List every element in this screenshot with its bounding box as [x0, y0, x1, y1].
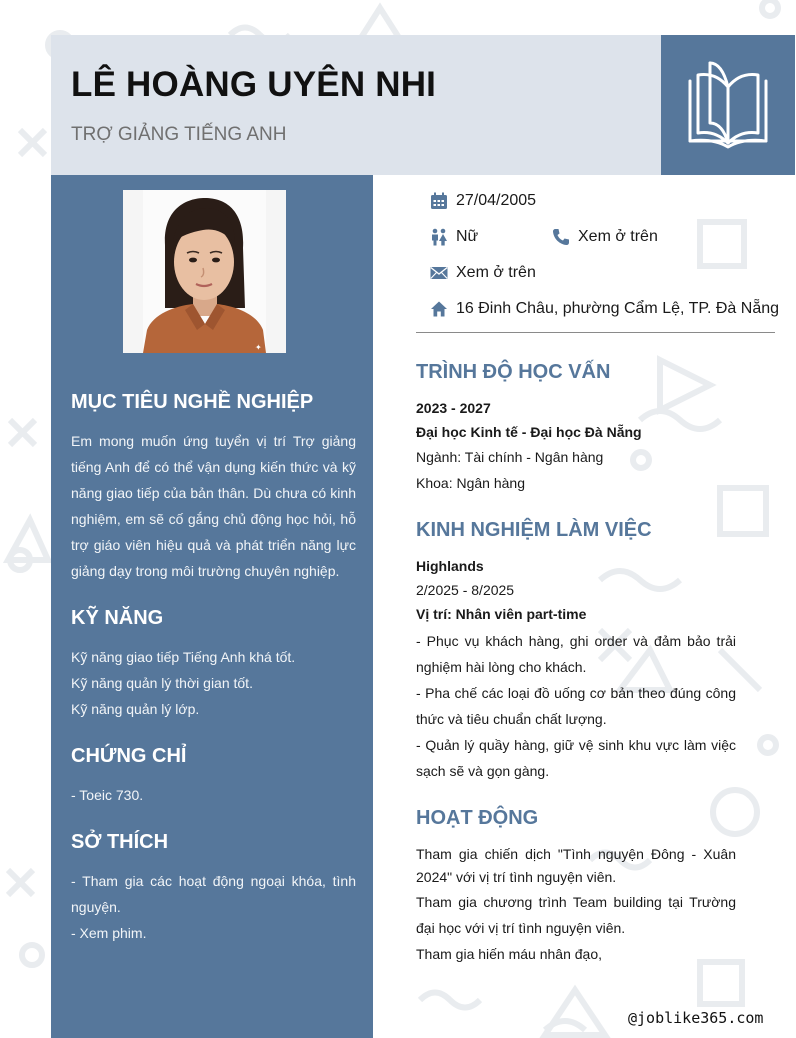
hobbies-list — [71, 868, 356, 946]
gender-value: Nữ — [456, 228, 479, 245]
candidate-name: LÊ HOÀNG UYÊN NHI — [71, 65, 437, 104]
left-sidebar — [51, 175, 373, 1038]
activity-item: Tham gia chiến dịch "Tình nguyện Đông - Xuân 2024" với vị trí tình nguyện viên. — [416, 846, 736, 885]
open-book-icon — [680, 57, 776, 153]
activities-title: HOẠT ĐỘNG — [416, 807, 539, 829]
certificates-title: CHỨNG CHỈ — [71, 745, 187, 767]
email-value: Xem ở trên — [456, 264, 536, 281]
skill-item: Kỹ năng giao tiếp Tiếng Anh khá tốt. — [71, 649, 296, 665]
certificates-list — [71, 782, 356, 808]
activity-item: Tham gia chương trình Team building tại Trường đại học với vị trí tình nguyện viên. — [416, 894, 736, 936]
footer-handle: @joblike365.com — [628, 1009, 764, 1027]
education-faculty: Khoa: Ngân hàng — [416, 475, 525, 491]
gender-row — [429, 227, 478, 247]
skill-item: Kỹ năng quản lý lớp. — [71, 701, 200, 717]
profile-photo — [123, 190, 286, 353]
skills-title: KỸ NĂNG — [71, 607, 164, 629]
birthday-value: 27/04/2005 — [456, 192, 537, 209]
main-content — [373, 175, 796, 1038]
experience-title: KINH NGHIỆM LÀM VIỆC — [416, 519, 652, 541]
skill-item: Kỹ năng quản lý thời gian tốt. — [71, 675, 253, 691]
divider — [416, 332, 775, 333]
experience-company: Highlands — [416, 558, 484, 574]
address-value: 16 Đinh Châu, phường Cẩm Lệ, TP. Đà Nẵng — [456, 300, 780, 317]
phone-row — [551, 227, 658, 247]
address-row — [429, 299, 779, 319]
calendar-icon — [429, 191, 449, 211]
home-icon — [429, 299, 449, 319]
hobbies-title: SỞ THÍCH — [71, 831, 169, 853]
certificate-item: - Toeic 730. — [71, 787, 144, 803]
education-period: 2023 - 2027 — [416, 400, 491, 416]
activity-item: Tham gia hiến máu nhân đạo, — [416, 946, 603, 962]
education-major: Ngành: Tài chính - Ngân hàng — [416, 449, 604, 465]
email-row — [429, 263, 536, 283]
job-title: TRỢ GIẢNG TIẾNG ANH — [71, 124, 287, 145]
hobby-item: - Tham gia các hoạt động ngoại khóa, tình nguyện. — [71, 873, 356, 915]
svg-text:✦: ✦ — [255, 343, 262, 352]
experience-period: 2/2025 - 8/2025 — [416, 582, 515, 598]
experience-block — [416, 554, 736, 626]
phone-icon — [551, 227, 571, 247]
duty-item: - Pha chế các loại đồ uống cơ bản theo đúng công thức và tiêu chuẩn chất lượng. — [416, 685, 736, 727]
phone-value: Xem ở trên — [578, 228, 658, 245]
objective-title: MỤC TIÊU NGHỀ NGHIỆP — [71, 391, 314, 413]
gender-icon — [429, 227, 449, 247]
hobby-item: - Xem phim. — [71, 925, 147, 941]
avatar — [123, 190, 286, 353]
skills-list — [71, 644, 356, 722]
objective-text: Em mong muốn ứng tuyển vị trí Trợ giảng tiếng Anh để có thể vận dụng kiến thức và kỹ năng giao tiếp của bản thân. Dù chưa có kinh nghiệm, em sẽ cố gắng chủ động học hỏi, hỗ trợ giáo viên hiệu quả và phát triển năng lực giảng dạy trong môi trường chuyên nghiệp. — [71, 433, 356, 579]
email-icon — [429, 263, 449, 283]
education-title: TRÌNH ĐỘ HỌC VẤN — [416, 361, 611, 383]
activities-list — [416, 843, 736, 967]
education-school: Đại học Kinh tế - Đại học Đà Nẵng — [416, 424, 642, 440]
duty-item: - Quản lý quầy hàng, giữ vệ sinh khu vực làm việc sạch sẽ và gọn gàng. — [416, 737, 736, 779]
experience-position: Vị trí: Nhân viên part-time — [416, 606, 587, 622]
birthday-row — [429, 191, 536, 211]
education-block — [416, 396, 736, 496]
duty-item: - Phục vụ khách hàng, ghi order và đảm bảo trải nghiệm hài lòng cho khách. — [416, 633, 736, 675]
experience-duties — [416, 628, 736, 784]
logo-box — [661, 35, 795, 175]
header — [51, 35, 661, 175]
